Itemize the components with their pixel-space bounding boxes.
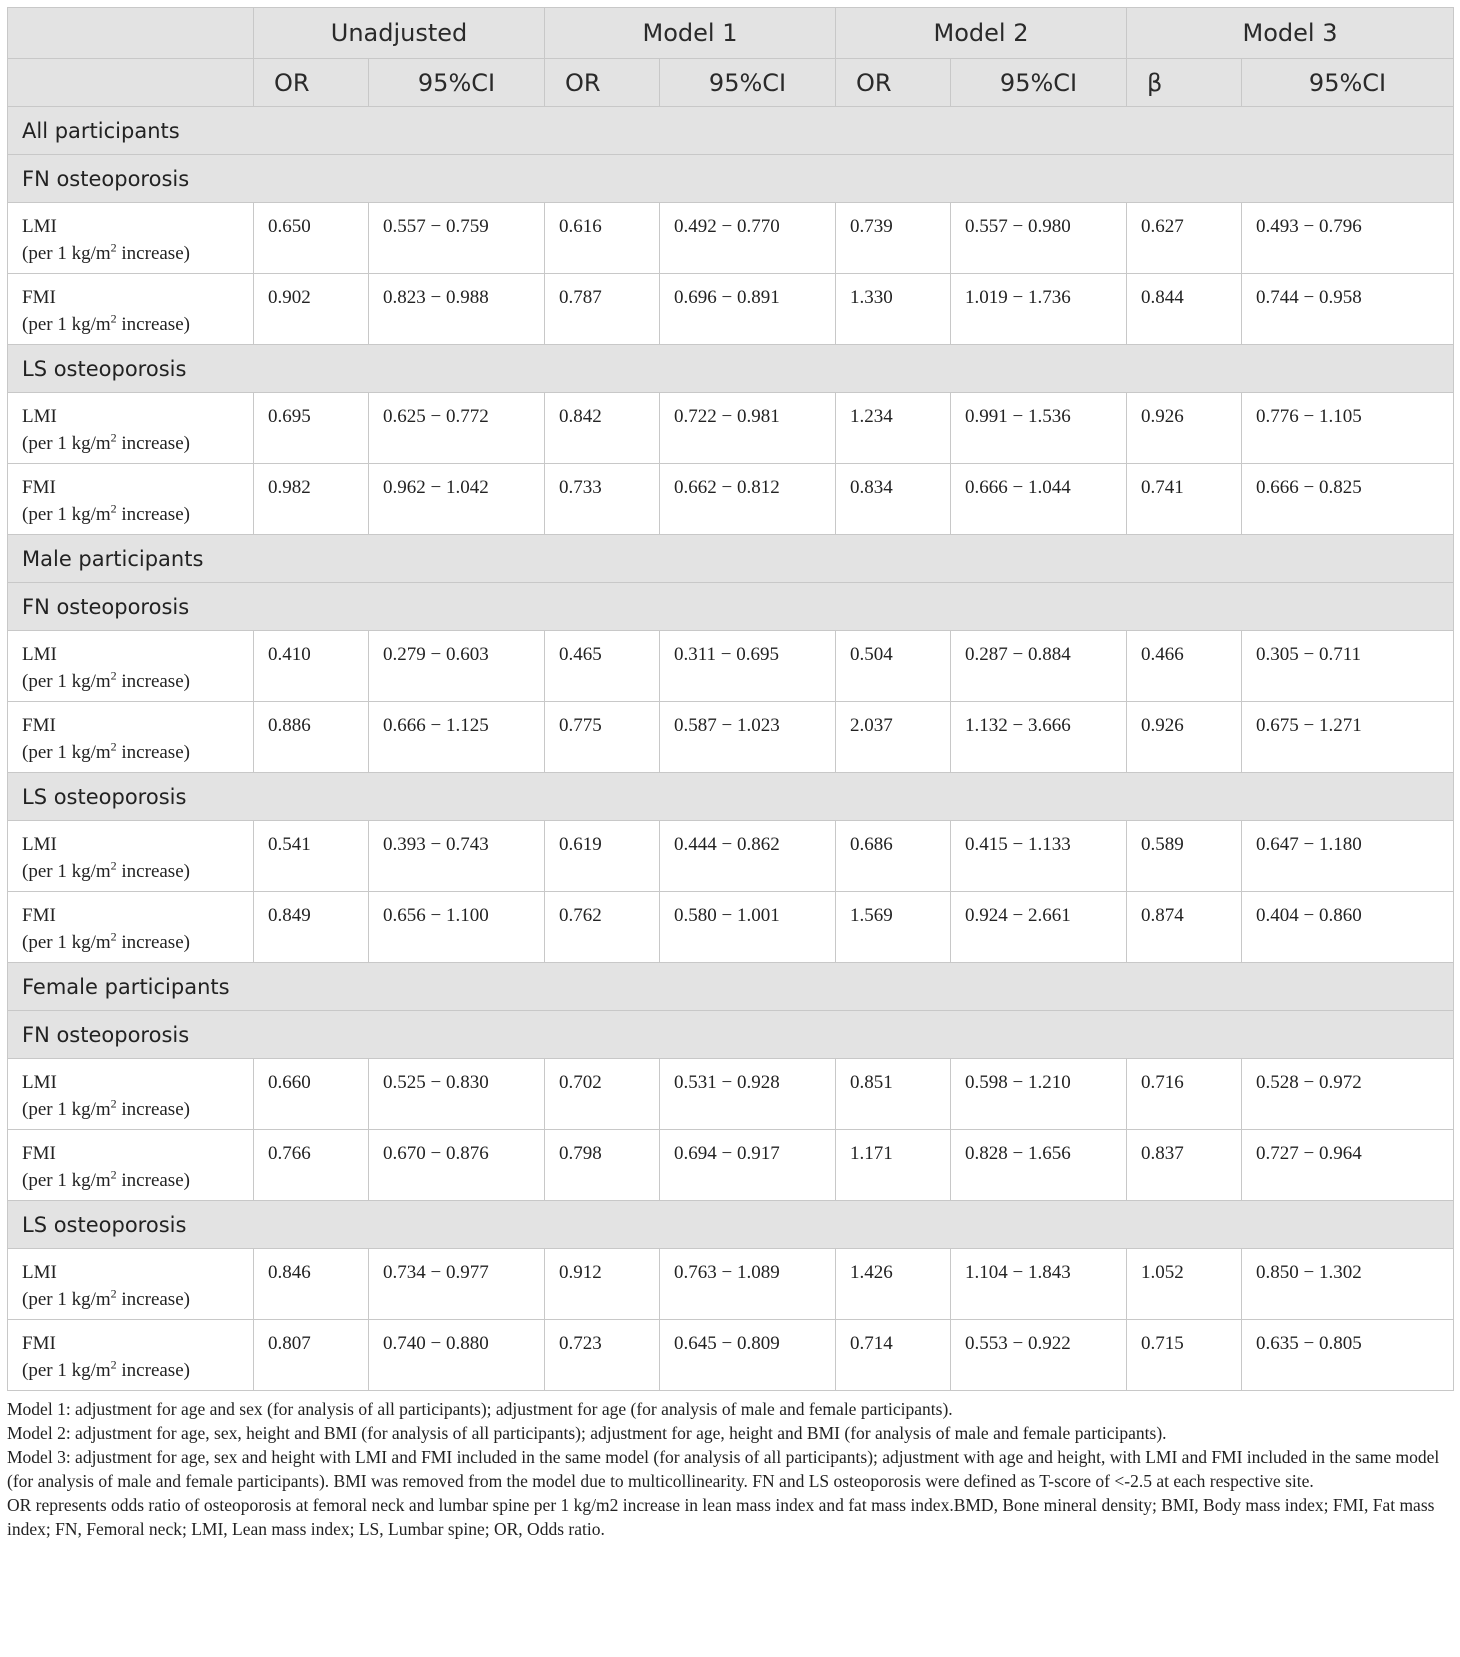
row-label-unit bbox=[22, 739, 253, 766]
section-title: All participants bbox=[8, 107, 1454, 155]
results-table bbox=[7, 7, 1454, 1391]
table-row bbox=[8, 393, 1454, 464]
row-label-unit bbox=[22, 1286, 253, 1313]
unit-text-pre: (per 1 kg/m bbox=[22, 742, 111, 763]
row-label: LMI bbox=[22, 216, 57, 237]
header-group-model-1: Model 1 bbox=[545, 8, 836, 59]
row-label-unit bbox=[22, 501, 253, 528]
row-label-unit bbox=[22, 1357, 253, 1384]
estimate-cell: 0.844 bbox=[1127, 274, 1242, 345]
subcol-or: OR bbox=[254, 59, 369, 107]
subcol-or: OR bbox=[836, 59, 951, 107]
subcol-ci: 95%CI bbox=[951, 59, 1127, 107]
estimate-cell: 0.410 bbox=[254, 631, 369, 702]
subsection-title: FN osteoporosis bbox=[8, 155, 1454, 203]
ci-cell: 0.666 − 1.044 bbox=[951, 464, 1127, 535]
subsection-row bbox=[8, 773, 1454, 821]
row-label-cell bbox=[8, 1059, 254, 1130]
estimate-cell: 0.650 bbox=[254, 203, 369, 274]
table-footnotes bbox=[7, 1397, 1453, 1541]
estimate-cell: 0.714 bbox=[836, 1320, 951, 1391]
row-label-cell bbox=[8, 821, 254, 892]
row-label: FMI bbox=[22, 287, 56, 308]
ci-cell: 0.557 − 0.980 bbox=[951, 203, 1127, 274]
unit-superscript: 2 bbox=[110, 739, 117, 754]
table-body bbox=[8, 107, 1454, 1391]
table-row bbox=[8, 274, 1454, 345]
estimate-cell: 0.912 bbox=[545, 1249, 660, 1320]
unit-text-post: increase) bbox=[116, 433, 190, 454]
header-row-groups bbox=[8, 8, 1454, 59]
estimate-cell: 0.589 bbox=[1127, 821, 1242, 892]
table-row bbox=[8, 464, 1454, 535]
estimate-cell: 0.541 bbox=[254, 821, 369, 892]
ci-cell: 0.696 − 0.891 bbox=[660, 274, 836, 345]
ci-cell: 0.393 − 0.743 bbox=[369, 821, 545, 892]
estimate-cell: 0.874 bbox=[1127, 892, 1242, 963]
estimate-cell: 1.330 bbox=[836, 274, 951, 345]
unit-text-pre: (per 1 kg/m bbox=[22, 861, 111, 882]
estimate-cell: 0.616 bbox=[545, 203, 660, 274]
ci-cell: 0.625 − 0.772 bbox=[369, 393, 545, 464]
row-label-cell bbox=[8, 274, 254, 345]
ci-cell: 0.635 − 0.805 bbox=[1242, 1320, 1454, 1391]
results-table-container bbox=[7, 7, 1453, 1541]
table-row bbox=[8, 1249, 1454, 1320]
estimate-cell: 0.926 bbox=[1127, 702, 1242, 773]
estimate-cell: 0.465 bbox=[545, 631, 660, 702]
estimate-cell: 0.798 bbox=[545, 1130, 660, 1201]
unit-superscript: 2 bbox=[110, 501, 117, 516]
estimate-cell: 0.842 bbox=[545, 393, 660, 464]
table-row bbox=[8, 203, 1454, 274]
row-label-cell bbox=[8, 631, 254, 702]
ci-cell: 0.557 − 0.759 bbox=[369, 203, 545, 274]
row-label-unit bbox=[22, 1096, 253, 1123]
estimate-cell: 0.846 bbox=[254, 1249, 369, 1320]
ci-cell: 0.580 − 1.001 bbox=[660, 892, 836, 963]
ci-cell: 0.850 − 1.302 bbox=[1242, 1249, 1454, 1320]
row-label-cell bbox=[8, 1249, 254, 1320]
estimate-cell: 0.982 bbox=[254, 464, 369, 535]
unit-text-post: increase) bbox=[116, 314, 190, 335]
unit-superscript: 2 bbox=[110, 1096, 117, 1111]
unit-text-post: increase) bbox=[116, 671, 190, 692]
ci-cell: 1.019 − 1.736 bbox=[951, 274, 1127, 345]
table-row bbox=[8, 892, 1454, 963]
estimate-cell: 1.426 bbox=[836, 1249, 951, 1320]
estimate-cell: 0.849 bbox=[254, 892, 369, 963]
ci-cell: 0.656 − 1.100 bbox=[369, 892, 545, 963]
unit-superscript: 2 bbox=[110, 1167, 117, 1182]
unit-text-post: increase) bbox=[116, 742, 190, 763]
ci-cell: 0.553 − 0.922 bbox=[951, 1320, 1127, 1391]
ci-cell: 0.675 − 1.271 bbox=[1242, 702, 1454, 773]
estimate-cell: 0.762 bbox=[545, 892, 660, 963]
unit-text-post: increase) bbox=[116, 1360, 190, 1381]
unit-superscript: 2 bbox=[110, 1357, 117, 1372]
unit-text-post: increase) bbox=[116, 1099, 190, 1120]
footnote-abbreviations: OR represents odds ratio of osteoporosis at femoral neck and lumbar spine per 1 kg/m2 increase in lean mass index and fat mass index.BMD, Bone mineral density; BMI, Body mass index; FMI, Fat mass index; FN, Femoral neck; LMI, Lean mass index; LS, Lumbar spine; OR, Odds ratio. bbox=[7, 1495, 1435, 1539]
ci-cell: 1.132 − 3.666 bbox=[951, 702, 1127, 773]
estimate-cell: 0.766 bbox=[254, 1130, 369, 1201]
row-label: LMI bbox=[22, 1262, 57, 1283]
unit-text-pre: (per 1 kg/m bbox=[22, 433, 111, 454]
table-row bbox=[8, 631, 1454, 702]
section-row bbox=[8, 107, 1454, 155]
unit-superscript: 2 bbox=[110, 311, 117, 326]
row-label: FMI bbox=[22, 1143, 56, 1164]
subcol-beta: β bbox=[1127, 59, 1242, 107]
footnote-model-2: Model 2: adjustment for age, sex, height and BMI (for analysis of all participants); adjustment for age, height and BMI (for analysis of male and female participants). bbox=[7, 1423, 1167, 1443]
header-group-unadjusted: Unadjusted bbox=[254, 8, 545, 59]
subsection-row bbox=[8, 583, 1454, 631]
table-row bbox=[8, 821, 1454, 892]
estimate-cell: 1.171 bbox=[836, 1130, 951, 1201]
ci-cell: 0.962 − 1.042 bbox=[369, 464, 545, 535]
subcol-or: OR bbox=[545, 59, 660, 107]
unit-text-pre: (per 1 kg/m bbox=[22, 504, 111, 525]
row-label: FMI bbox=[22, 1333, 56, 1354]
header-corner-2 bbox=[8, 59, 254, 107]
ci-cell: 0.598 − 1.210 bbox=[951, 1059, 1127, 1130]
ci-cell: 0.493 − 0.796 bbox=[1242, 203, 1454, 274]
ci-cell: 0.727 − 0.964 bbox=[1242, 1130, 1454, 1201]
section-title: Male participants bbox=[8, 535, 1454, 583]
ci-cell: 0.666 − 0.825 bbox=[1242, 464, 1454, 535]
unit-text-post: increase) bbox=[116, 504, 190, 525]
estimate-cell: 0.787 bbox=[545, 274, 660, 345]
estimate-cell: 0.466 bbox=[1127, 631, 1242, 702]
unit-superscript: 2 bbox=[110, 240, 117, 255]
ci-cell: 0.666 − 1.125 bbox=[369, 702, 545, 773]
ci-cell: 1.104 − 1.843 bbox=[951, 1249, 1127, 1320]
ci-cell: 0.287 − 0.884 bbox=[951, 631, 1127, 702]
row-label: FMI bbox=[22, 477, 56, 498]
row-label: LMI bbox=[22, 406, 57, 427]
unit-text-pre: (per 1 kg/m bbox=[22, 243, 111, 264]
ci-cell: 0.670 − 0.876 bbox=[369, 1130, 545, 1201]
estimate-cell: 1.052 bbox=[1127, 1249, 1242, 1320]
estimate-cell: 0.834 bbox=[836, 464, 951, 535]
ci-cell: 0.311 − 0.695 bbox=[660, 631, 836, 702]
estimate-cell: 2.037 bbox=[836, 702, 951, 773]
subcol-ci: 95%CI bbox=[660, 59, 836, 107]
ci-cell: 0.444 − 0.862 bbox=[660, 821, 836, 892]
subcol-ci: 95%CI bbox=[369, 59, 545, 107]
estimate-cell: 0.926 bbox=[1127, 393, 1242, 464]
header-corner bbox=[8, 8, 254, 59]
estimate-cell: 0.902 bbox=[254, 274, 369, 345]
row-label-cell bbox=[8, 1320, 254, 1391]
row-label: LMI bbox=[22, 1072, 57, 1093]
subcol-ci: 95%CI bbox=[1242, 59, 1454, 107]
unit-text-pre: (per 1 kg/m bbox=[22, 1099, 111, 1120]
row-label-unit bbox=[22, 1167, 253, 1194]
estimate-cell: 0.504 bbox=[836, 631, 951, 702]
estimate-cell: 0.741 bbox=[1127, 464, 1242, 535]
estimate-cell: 0.715 bbox=[1127, 1320, 1242, 1391]
unit-text-pre: (per 1 kg/m bbox=[22, 1360, 111, 1381]
estimate-cell: 0.851 bbox=[836, 1059, 951, 1130]
row-label-cell bbox=[8, 892, 254, 963]
header-group-model-2: Model 2 bbox=[836, 8, 1127, 59]
unit-text-post: increase) bbox=[116, 932, 190, 953]
estimate-cell: 0.619 bbox=[545, 821, 660, 892]
ci-cell: 0.404 − 0.860 bbox=[1242, 892, 1454, 963]
row-label-cell bbox=[8, 464, 254, 535]
ci-cell: 0.823 − 0.988 bbox=[369, 274, 545, 345]
unit-text-post: increase) bbox=[116, 1170, 190, 1191]
subsection-title: LS osteoporosis bbox=[8, 773, 1454, 821]
ci-cell: 0.587 − 1.023 bbox=[660, 702, 836, 773]
unit-superscript: 2 bbox=[110, 430, 117, 445]
section-title: Female participants bbox=[8, 963, 1454, 1011]
unit-text-post: increase) bbox=[116, 243, 190, 264]
row-label-unit bbox=[22, 240, 253, 267]
ci-cell: 0.776 − 1.105 bbox=[1242, 393, 1454, 464]
table-row bbox=[8, 1059, 1454, 1130]
subsection-row bbox=[8, 1201, 1454, 1249]
ci-cell: 0.647 − 1.180 bbox=[1242, 821, 1454, 892]
row-label-cell bbox=[8, 702, 254, 773]
ci-cell: 0.525 − 0.830 bbox=[369, 1059, 545, 1130]
estimate-cell: 0.739 bbox=[836, 203, 951, 274]
ci-cell: 0.531 − 0.928 bbox=[660, 1059, 836, 1130]
footnote-model-1: Model 1: adjustment for age and sex (for analysis of all participants); adjustment for age (for analysis of male and female participants). bbox=[7, 1399, 953, 1419]
table-row bbox=[8, 1130, 1454, 1201]
subsection-title: FN osteoporosis bbox=[8, 583, 1454, 631]
ci-cell: 0.828 − 1.656 bbox=[951, 1130, 1127, 1201]
subsection-row bbox=[8, 155, 1454, 203]
row-label-unit bbox=[22, 929, 253, 956]
estimate-cell: 0.837 bbox=[1127, 1130, 1242, 1201]
subsection-title: LS osteoporosis bbox=[8, 1201, 1454, 1249]
estimate-cell: 0.686 bbox=[836, 821, 951, 892]
subsection-row bbox=[8, 345, 1454, 393]
ci-cell: 0.740 − 0.880 bbox=[369, 1320, 545, 1391]
row-label-cell bbox=[8, 203, 254, 274]
unit-text-pre: (per 1 kg/m bbox=[22, 932, 111, 953]
estimate-cell: 0.723 bbox=[545, 1320, 660, 1391]
row-label: LMI bbox=[22, 644, 57, 665]
subsection-row bbox=[8, 1011, 1454, 1059]
ci-cell: 0.662 − 0.812 bbox=[660, 464, 836, 535]
unit-text-pre: (per 1 kg/m bbox=[22, 1289, 111, 1310]
ci-cell: 0.991 − 1.536 bbox=[951, 393, 1127, 464]
table-row bbox=[8, 702, 1454, 773]
table-row bbox=[8, 1320, 1454, 1391]
unit-text-post: increase) bbox=[116, 861, 190, 882]
unit-superscript: 2 bbox=[110, 858, 117, 873]
unit-text-pre: (per 1 kg/m bbox=[22, 314, 111, 335]
estimate-cell: 0.627 bbox=[1127, 203, 1242, 274]
estimate-cell: 0.695 bbox=[254, 393, 369, 464]
ci-cell: 0.528 − 0.972 bbox=[1242, 1059, 1454, 1130]
subsection-title: FN osteoporosis bbox=[8, 1011, 1454, 1059]
row-label-cell bbox=[8, 393, 254, 464]
ci-cell: 0.645 − 0.809 bbox=[660, 1320, 836, 1391]
row-label-cell bbox=[8, 1130, 254, 1201]
header-group-model-3: Model 3 bbox=[1127, 8, 1454, 59]
section-row bbox=[8, 963, 1454, 1011]
estimate-cell: 0.660 bbox=[254, 1059, 369, 1130]
ci-cell: 0.305 − 0.711 bbox=[1242, 631, 1454, 702]
ci-cell: 0.722 − 0.981 bbox=[660, 393, 836, 464]
estimate-cell: 0.733 bbox=[545, 464, 660, 535]
unit-text-pre: (per 1 kg/m bbox=[22, 1170, 111, 1191]
unit-superscript: 2 bbox=[110, 668, 117, 683]
ci-cell: 0.734 − 0.977 bbox=[369, 1249, 545, 1320]
row-label-unit bbox=[22, 858, 253, 885]
header-row-subcols bbox=[8, 59, 1454, 107]
unit-text-post: increase) bbox=[116, 1289, 190, 1310]
estimate-cell: 0.807 bbox=[254, 1320, 369, 1391]
estimate-cell: 0.886 bbox=[254, 702, 369, 773]
unit-superscript: 2 bbox=[110, 929, 117, 944]
ci-cell: 0.415 − 1.133 bbox=[951, 821, 1127, 892]
row-label-unit bbox=[22, 430, 253, 457]
row-label-unit bbox=[22, 668, 253, 695]
estimate-cell: 0.716 bbox=[1127, 1059, 1242, 1130]
row-label: FMI bbox=[22, 715, 56, 736]
estimate-cell: 0.702 bbox=[545, 1059, 660, 1130]
row-label: LMI bbox=[22, 834, 57, 855]
estimate-cell: 1.234 bbox=[836, 393, 951, 464]
ci-cell: 0.694 − 0.917 bbox=[660, 1130, 836, 1201]
ci-cell: 0.924 − 2.661 bbox=[951, 892, 1127, 963]
ci-cell: 0.279 − 0.603 bbox=[369, 631, 545, 702]
footnote-model-3: Model 3: adjustment for age, sex and height with LMI and FMI included in the same model (for analysis of all participants); adjustment with age and height, with LMI and FMI included in the same model (for analysis of male and female participants). BMI was removed from the model due to multicollinearity. FN and LS osteoporosis were defined as T-score of <-2.5 at each respective site. bbox=[7, 1447, 1440, 1491]
row-label-unit bbox=[22, 311, 253, 338]
row-label: FMI bbox=[22, 905, 56, 926]
ci-cell: 0.492 − 0.770 bbox=[660, 203, 836, 274]
estimate-cell: 1.569 bbox=[836, 892, 951, 963]
estimate-cell: 0.775 bbox=[545, 702, 660, 773]
ci-cell: 0.744 − 0.958 bbox=[1242, 274, 1454, 345]
section-row bbox=[8, 535, 1454, 583]
unit-superscript: 2 bbox=[110, 1286, 117, 1301]
ci-cell: 0.763 − 1.089 bbox=[660, 1249, 836, 1320]
subsection-title: LS osteoporosis bbox=[8, 345, 1454, 393]
unit-text-pre: (per 1 kg/m bbox=[22, 671, 111, 692]
